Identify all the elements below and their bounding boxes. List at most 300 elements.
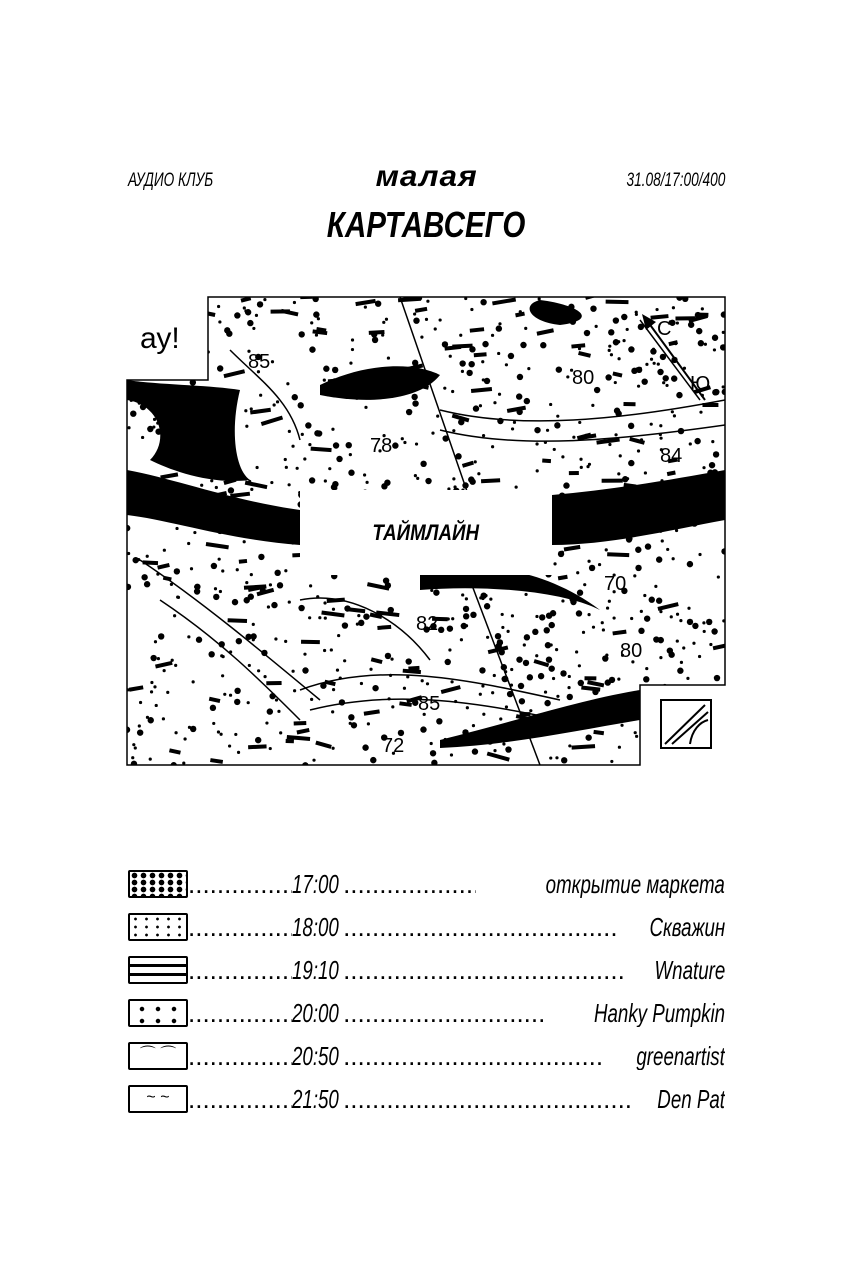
map-dot bbox=[721, 311, 727, 317]
leader-dots bbox=[188, 913, 292, 941]
map-dot bbox=[302, 667, 308, 673]
map-dot bbox=[491, 334, 494, 337]
map-dot bbox=[634, 731, 637, 734]
elevation-label: 84 bbox=[660, 445, 683, 467]
map-dot bbox=[452, 477, 455, 480]
map-dot bbox=[275, 698, 278, 701]
map-dot bbox=[175, 527, 178, 530]
map-dot bbox=[539, 614, 545, 620]
map-dot bbox=[387, 356, 390, 359]
map-dot bbox=[699, 411, 702, 414]
leader-dots bbox=[343, 1085, 631, 1113]
map-dash bbox=[481, 480, 500, 481]
map-dash bbox=[217, 493, 226, 495]
map-dot bbox=[274, 637, 277, 640]
map-dot bbox=[499, 717, 502, 720]
map-dot bbox=[578, 421, 581, 424]
map-dot bbox=[652, 747, 655, 750]
map-dot bbox=[332, 608, 335, 611]
map-dot bbox=[364, 406, 367, 409]
map-dot bbox=[463, 613, 469, 619]
map-dot bbox=[147, 426, 153, 432]
elevation-label: 82 bbox=[416, 613, 439, 635]
map-dot bbox=[584, 330, 590, 336]
map-dot bbox=[650, 423, 653, 426]
timeline-row bbox=[128, 952, 725, 984]
timeline-row bbox=[128, 995, 725, 1027]
map-dot bbox=[163, 549, 166, 552]
map-dot bbox=[323, 379, 326, 382]
leader-dots bbox=[188, 870, 292, 898]
map-dot bbox=[324, 479, 327, 482]
map-dot bbox=[305, 422, 311, 428]
map-dot bbox=[351, 338, 354, 341]
map-dot bbox=[688, 564, 691, 567]
map-dot bbox=[403, 687, 406, 690]
map-dot bbox=[177, 596, 180, 599]
map-dot bbox=[271, 360, 274, 363]
map-dot bbox=[535, 615, 538, 618]
map-dot bbox=[644, 471, 647, 474]
map-dot bbox=[579, 458, 582, 461]
map-dot bbox=[544, 627, 550, 633]
map-dot bbox=[296, 467, 299, 470]
map-dash bbox=[669, 342, 678, 344]
map-dot bbox=[257, 301, 263, 307]
map-dot bbox=[544, 700, 550, 706]
waves-icon: ~ ~ bbox=[128, 1085, 188, 1113]
map-dot bbox=[308, 443, 311, 446]
map-dot bbox=[524, 593, 527, 596]
map-dot bbox=[508, 353, 514, 359]
map-dot bbox=[351, 348, 354, 351]
map-dot bbox=[214, 587, 217, 590]
map-dot bbox=[245, 425, 248, 428]
map-dot bbox=[563, 482, 569, 488]
map-dot bbox=[672, 306, 675, 309]
map-dash bbox=[474, 354, 487, 355]
map-dot bbox=[337, 634, 340, 637]
map-dot bbox=[436, 718, 442, 724]
map-dot bbox=[150, 690, 153, 693]
map-dot bbox=[234, 312, 240, 318]
map-dot bbox=[555, 756, 558, 759]
map-dash bbox=[228, 620, 247, 621]
subtitle-text: малая bbox=[375, 160, 478, 193]
map-dot bbox=[466, 370, 472, 376]
map-dash bbox=[287, 737, 310, 739]
club-text: АУДИО КЛУБ bbox=[128, 170, 214, 191]
map-dot bbox=[430, 589, 433, 592]
map-dot bbox=[420, 461, 426, 467]
map-dot bbox=[535, 654, 538, 657]
map-dot bbox=[362, 744, 368, 750]
map-dot bbox=[655, 700, 658, 703]
map-dot bbox=[210, 479, 213, 482]
elevation-label: 85 bbox=[418, 693, 441, 715]
map-dot bbox=[324, 617, 327, 620]
map-dot bbox=[676, 613, 679, 616]
map-dot bbox=[667, 647, 673, 653]
map-dash bbox=[579, 353, 591, 356]
map-dot bbox=[331, 747, 334, 750]
map-dot bbox=[411, 394, 417, 400]
map-dot bbox=[263, 675, 266, 678]
map-dot bbox=[566, 375, 569, 378]
map-dot bbox=[173, 614, 176, 617]
map-dot bbox=[515, 486, 518, 489]
map-dot bbox=[439, 318, 442, 321]
map-dash bbox=[445, 347, 461, 349]
map-dot bbox=[461, 593, 464, 596]
map-dot bbox=[546, 656, 552, 662]
map-dot bbox=[553, 448, 556, 451]
map-dot bbox=[711, 628, 717, 634]
map-dot bbox=[701, 307, 704, 310]
map-dot bbox=[524, 398, 530, 404]
map-dot bbox=[608, 443, 611, 446]
map-dot bbox=[250, 633, 256, 639]
map-dot bbox=[549, 622, 555, 628]
map-dot bbox=[288, 430, 291, 433]
map-dash bbox=[415, 309, 427, 311]
compass-north-label: С bbox=[657, 318, 672, 340]
map-dot bbox=[309, 477, 315, 483]
map-dot bbox=[197, 325, 203, 331]
map-dot bbox=[644, 615, 650, 621]
map-dash bbox=[516, 587, 534, 588]
map-dot bbox=[501, 626, 504, 629]
map-dash bbox=[311, 449, 332, 451]
map-dot bbox=[556, 366, 562, 372]
map-dot bbox=[626, 328, 629, 331]
map-dot bbox=[587, 613, 590, 616]
map-dot bbox=[466, 706, 469, 709]
map-dot bbox=[247, 320, 253, 326]
map-dot bbox=[621, 314, 627, 320]
map-dot bbox=[331, 710, 334, 713]
map-dot bbox=[259, 394, 262, 397]
black-band-icon bbox=[128, 956, 188, 984]
map-dot bbox=[223, 693, 226, 696]
map-dot bbox=[628, 460, 634, 466]
map-dot bbox=[484, 603, 490, 609]
map-dot bbox=[657, 363, 660, 366]
map-dot bbox=[215, 486, 218, 489]
map-dot bbox=[244, 409, 247, 412]
map-dot bbox=[713, 451, 719, 457]
timeline-artist: greenartist bbox=[636, 1042, 725, 1070]
map-dot bbox=[150, 681, 153, 684]
map-dash bbox=[143, 562, 158, 563]
map-dot bbox=[229, 694, 232, 697]
map-dot bbox=[622, 339, 625, 342]
map-dot bbox=[567, 686, 570, 689]
map-dash bbox=[581, 688, 600, 690]
map-dot bbox=[540, 342, 546, 348]
map-dash bbox=[328, 380, 342, 381]
map-dot bbox=[505, 705, 508, 708]
map-dot bbox=[583, 583, 586, 586]
map-dash bbox=[680, 752, 699, 754]
map-dot bbox=[270, 481, 273, 484]
map-dash bbox=[564, 547, 580, 550]
compass-south-label: Ю bbox=[690, 373, 711, 395]
map-dot bbox=[546, 612, 552, 618]
map-dot bbox=[479, 404, 482, 407]
map-dot bbox=[139, 701, 142, 704]
map-dot bbox=[544, 690, 547, 693]
map-dot bbox=[687, 619, 693, 625]
map-dot bbox=[635, 311, 638, 314]
map-dot bbox=[468, 361, 474, 367]
map-dot bbox=[265, 721, 268, 724]
map-dot bbox=[316, 430, 322, 436]
map-dot bbox=[643, 594, 646, 597]
timeline-time: 20:00 bbox=[292, 999, 339, 1027]
map-dot bbox=[482, 713, 485, 716]
leader-dots bbox=[188, 999, 292, 1027]
map-dash bbox=[595, 533, 618, 534]
map-dot bbox=[348, 714, 354, 720]
map-dot bbox=[493, 401, 496, 404]
map-dot bbox=[568, 744, 571, 747]
map-dot bbox=[588, 463, 591, 466]
map-dot bbox=[234, 733, 237, 736]
map-dot bbox=[372, 337, 378, 343]
map-dot bbox=[447, 625, 453, 631]
map-dash bbox=[195, 350, 208, 351]
map-dash bbox=[241, 298, 251, 301]
map-dash bbox=[571, 345, 585, 346]
map-dot bbox=[614, 433, 617, 436]
map-dot bbox=[257, 669, 260, 672]
map-dot bbox=[323, 649, 326, 652]
map-dot bbox=[561, 757, 567, 763]
map-dash bbox=[230, 494, 250, 496]
map-dot bbox=[610, 353, 613, 356]
map-dot bbox=[609, 677, 615, 683]
map-dot bbox=[650, 348, 656, 354]
map-dot bbox=[645, 723, 648, 726]
map-dot bbox=[679, 619, 682, 622]
map-dot bbox=[576, 571, 579, 574]
map-dot bbox=[646, 728, 652, 734]
map-dot bbox=[363, 613, 369, 619]
map-dot bbox=[138, 724, 141, 727]
map-dot bbox=[498, 322, 501, 325]
map-dot bbox=[218, 320, 221, 323]
map-dot bbox=[682, 646, 685, 649]
map-dot bbox=[363, 473, 366, 476]
map-dot bbox=[245, 581, 248, 584]
map-dot bbox=[635, 547, 641, 553]
map-dot bbox=[495, 633, 501, 639]
leader-dots bbox=[188, 1085, 292, 1113]
map-dot bbox=[127, 426, 130, 429]
map-dot bbox=[406, 409, 412, 415]
map-dot bbox=[256, 466, 259, 469]
map-dot bbox=[704, 343, 707, 346]
map-dot bbox=[516, 393, 522, 399]
fine-dots-icon bbox=[128, 913, 188, 941]
map-dot bbox=[308, 616, 311, 619]
map-dot bbox=[192, 680, 195, 683]
map-dot bbox=[461, 370, 464, 373]
map-dash bbox=[294, 723, 307, 724]
map-dot bbox=[187, 635, 190, 638]
map-dot bbox=[491, 691, 494, 694]
map-dot bbox=[183, 737, 186, 740]
map-dot bbox=[221, 674, 224, 677]
map-dot bbox=[510, 668, 513, 671]
map-dot bbox=[336, 668, 339, 671]
map-dash bbox=[248, 746, 266, 747]
map-dot bbox=[656, 598, 662, 604]
map-dot bbox=[318, 616, 321, 619]
map-dot bbox=[477, 472, 480, 475]
map-dot bbox=[613, 317, 619, 323]
map-dot bbox=[633, 574, 636, 577]
map-dot bbox=[219, 590, 222, 593]
map-dot bbox=[141, 574, 147, 580]
map-dot bbox=[383, 577, 389, 583]
map-dot bbox=[332, 367, 338, 373]
map-dot bbox=[640, 610, 643, 613]
map-dot bbox=[653, 362, 656, 365]
map-dash bbox=[129, 687, 143, 689]
map-dot bbox=[635, 735, 638, 738]
map-dot bbox=[213, 594, 219, 600]
map-dot bbox=[696, 328, 702, 334]
timeline-artist: открытие маркета bbox=[545, 870, 725, 898]
map-dot bbox=[208, 651, 214, 657]
map-dot bbox=[606, 606, 609, 609]
map-dot bbox=[468, 476, 474, 482]
map-dash bbox=[369, 332, 385, 333]
map-dot bbox=[595, 325, 598, 328]
map-dot bbox=[713, 348, 716, 351]
map-dash bbox=[408, 668, 419, 669]
map-dot bbox=[482, 341, 488, 347]
map-dot bbox=[646, 743, 652, 749]
map-dot bbox=[590, 305, 596, 311]
map-dash bbox=[664, 758, 672, 760]
map-dot bbox=[232, 599, 238, 605]
map-dot bbox=[518, 683, 524, 689]
map-dot bbox=[493, 674, 496, 677]
map-dot bbox=[174, 664, 177, 667]
map-dot bbox=[575, 650, 578, 653]
map-dot bbox=[479, 596, 482, 599]
map-dot bbox=[367, 722, 370, 725]
map-dot bbox=[641, 692, 644, 695]
map-dot bbox=[649, 597, 655, 603]
map-dot bbox=[480, 299, 486, 305]
map-dot bbox=[217, 365, 223, 371]
map-dot bbox=[657, 369, 663, 375]
map-dash bbox=[317, 329, 327, 331]
map-dot bbox=[228, 487, 234, 493]
map-dot bbox=[243, 306, 246, 309]
map-dot bbox=[277, 582, 283, 588]
map-dash bbox=[572, 746, 595, 747]
leader-dots bbox=[188, 956, 292, 984]
map-dot bbox=[323, 366, 329, 372]
map-dash bbox=[181, 369, 192, 372]
map-dot bbox=[131, 761, 137, 767]
map-dot bbox=[594, 387, 600, 393]
map-dot bbox=[659, 424, 662, 427]
map-dot bbox=[452, 429, 455, 432]
map-dot bbox=[689, 442, 692, 445]
map-dot bbox=[520, 342, 526, 348]
map-dot bbox=[293, 301, 296, 304]
map-dot bbox=[613, 616, 616, 619]
map-dot bbox=[608, 329, 614, 335]
map-dot bbox=[134, 315, 137, 318]
map-dot bbox=[401, 437, 404, 440]
map-dot bbox=[507, 630, 510, 633]
map-dot bbox=[342, 622, 348, 628]
map-dot bbox=[343, 659, 346, 662]
map-dash bbox=[398, 299, 421, 300]
map-dot bbox=[645, 667, 648, 670]
map-dot bbox=[211, 563, 217, 569]
map-dot bbox=[284, 640, 287, 643]
timeline-time: 21:50 bbox=[292, 1085, 339, 1113]
map-dot bbox=[288, 600, 291, 603]
map-dot bbox=[218, 558, 221, 561]
map-dot bbox=[578, 664, 581, 667]
map-dot bbox=[220, 733, 223, 736]
map-dot bbox=[718, 729, 721, 732]
leader-dots bbox=[188, 1042, 292, 1070]
map-dot bbox=[134, 746, 137, 749]
map-dot bbox=[608, 349, 611, 352]
map-dot bbox=[517, 374, 523, 380]
map-dot bbox=[650, 358, 653, 361]
map-dot bbox=[196, 637, 202, 643]
map-dot bbox=[513, 421, 516, 424]
map-dot bbox=[676, 321, 679, 324]
map-dot bbox=[274, 570, 280, 576]
map-dot bbox=[567, 694, 573, 700]
map-dot bbox=[450, 753, 453, 756]
map-dot bbox=[188, 726, 191, 729]
map-dot bbox=[250, 573, 253, 576]
map-dot bbox=[141, 436, 144, 439]
timeline-artist: Wnature bbox=[654, 956, 725, 984]
map-dot bbox=[709, 462, 715, 468]
map-dot bbox=[686, 677, 689, 680]
elevation-label: 70 bbox=[604, 573, 627, 595]
map-dot bbox=[148, 717, 154, 723]
legend-mini-icon bbox=[661, 700, 711, 748]
map-dot bbox=[484, 594, 487, 597]
map-dot bbox=[269, 583, 272, 586]
map-dot bbox=[412, 400, 418, 406]
map-dash bbox=[471, 389, 492, 391]
map-dash bbox=[182, 519, 192, 520]
map-dot bbox=[592, 626, 595, 629]
map-dot bbox=[430, 750, 436, 756]
map-dot bbox=[195, 312, 198, 315]
map-dot bbox=[288, 483, 291, 486]
map-dot bbox=[293, 689, 296, 692]
timeline-row bbox=[128, 909, 725, 941]
map-dot bbox=[698, 655, 701, 658]
